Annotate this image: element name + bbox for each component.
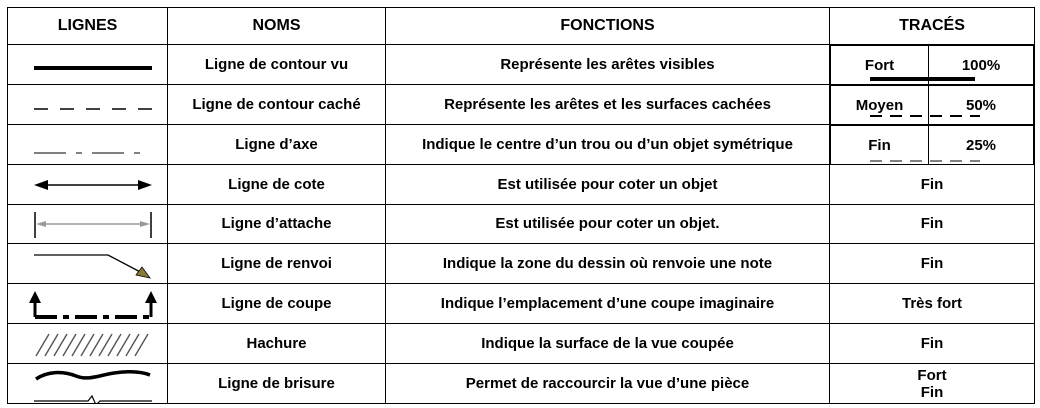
line-sample-cell: [8, 164, 168, 204]
line-name: Ligne d’attache: [168, 204, 386, 244]
cutting-plane-line-icon: [18, 287, 158, 321]
trace-value: Très fort: [830, 284, 1035, 324]
line-sample-cell: [8, 45, 168, 85]
header-row: [8, 8, 1035, 45]
dashed-line-icon: [18, 89, 158, 119]
line-name: Ligne de coupe: [168, 284, 386, 324]
line-function: Représente les arêtes et les surfaces cachées: [386, 84, 830, 124]
line-name: Ligne de cote: [168, 164, 386, 204]
table-row: [8, 84, 1035, 124]
line-sample-cell: [8, 324, 168, 364]
line-function: Est utilisée pour coter un objet.: [386, 204, 830, 244]
line-sample-cell: [8, 284, 168, 324]
line-name: Ligne de brisure: [168, 364, 386, 404]
dimension-line-icon: [18, 169, 158, 199]
extension-line-icon: [18, 208, 158, 240]
trace-percent: 50%: [929, 86, 1034, 125]
line-name: Ligne de renvoi: [168, 244, 386, 284]
trace-percent: 100%: [929, 46, 1034, 85]
table-row: [8, 324, 1035, 364]
line-sample-cell: [8, 124, 168, 164]
table-row: [8, 45, 1035, 85]
line-name: Ligne de contour vu: [168, 45, 386, 85]
line-sample-cell: [8, 204, 168, 244]
trace-value: Fin: [830, 244, 1035, 284]
thick-trace-sample-icon: [830, 45, 1035, 83]
trace-value: Fin: [830, 324, 1035, 364]
line-sample-cell: [8, 244, 168, 284]
line-types-table: [7, 7, 1035, 404]
leader-line-icon: [18, 248, 158, 280]
trace-value: Fin: [830, 164, 1035, 204]
medium-trace-sample-icon: [830, 85, 1035, 123]
thick-solid-line-icon: [18, 49, 158, 79]
line-sample-cell: [8, 84, 168, 124]
trace-percent: 25%: [929, 126, 1034, 165]
hatching-icon: [18, 329, 158, 359]
trace-cell: [830, 84, 1035, 124]
line-sample-cell: [8, 364, 168, 404]
header-traces: TRACÉS: [830, 8, 1035, 45]
trace-label: Fin: [831, 126, 929, 165]
line-function: Permet de raccourcir la vue d’une pièce: [386, 364, 830, 404]
trace-value: Fin: [830, 204, 1035, 244]
trace-label: Fort: [831, 46, 929, 85]
thin-trace-sample-icon: [830, 125, 1035, 163]
table-row: [8, 124, 1035, 164]
table-row: [8, 164, 1035, 204]
break-line-icon: [18, 365, 158, 403]
center-line-icon: [18, 129, 158, 159]
trace-line-2: Fin: [920, 383, 944, 401]
header-lignes: LIGNES: [8, 8, 168, 45]
line-function: Est utilisée pour coter un objet: [386, 164, 830, 204]
line-name: Ligne de contour caché: [168, 84, 386, 124]
trace-value: [830, 364, 1035, 404]
trace-cell: [830, 124, 1035, 164]
table-row: [8, 364, 1035, 404]
line-function: Représente les arêtes visibles: [386, 45, 830, 85]
line-function: Indique l’emplacement d’une coupe imaginaire: [386, 284, 830, 324]
header-noms: NOMS: [168, 8, 386, 45]
line-function: Indique le centre d’un trou ou d’un objet symétrique: [386, 124, 830, 164]
table-row: [8, 284, 1035, 324]
header-fonctions: FONCTIONS: [386, 8, 830, 45]
trace-cell: [830, 45, 1035, 85]
line-name: Ligne d’axe: [168, 124, 386, 164]
table-row: [8, 244, 1035, 284]
line-name: Hachure: [168, 324, 386, 364]
line-function: Indique la surface de la vue coupée: [386, 324, 830, 364]
trace-line-1: Fort: [917, 366, 947, 384]
line-function: Indique la zone du dessin où renvoie une note: [386, 244, 830, 284]
trace-label: Moyen: [831, 86, 929, 125]
table-row: [8, 204, 1035, 244]
